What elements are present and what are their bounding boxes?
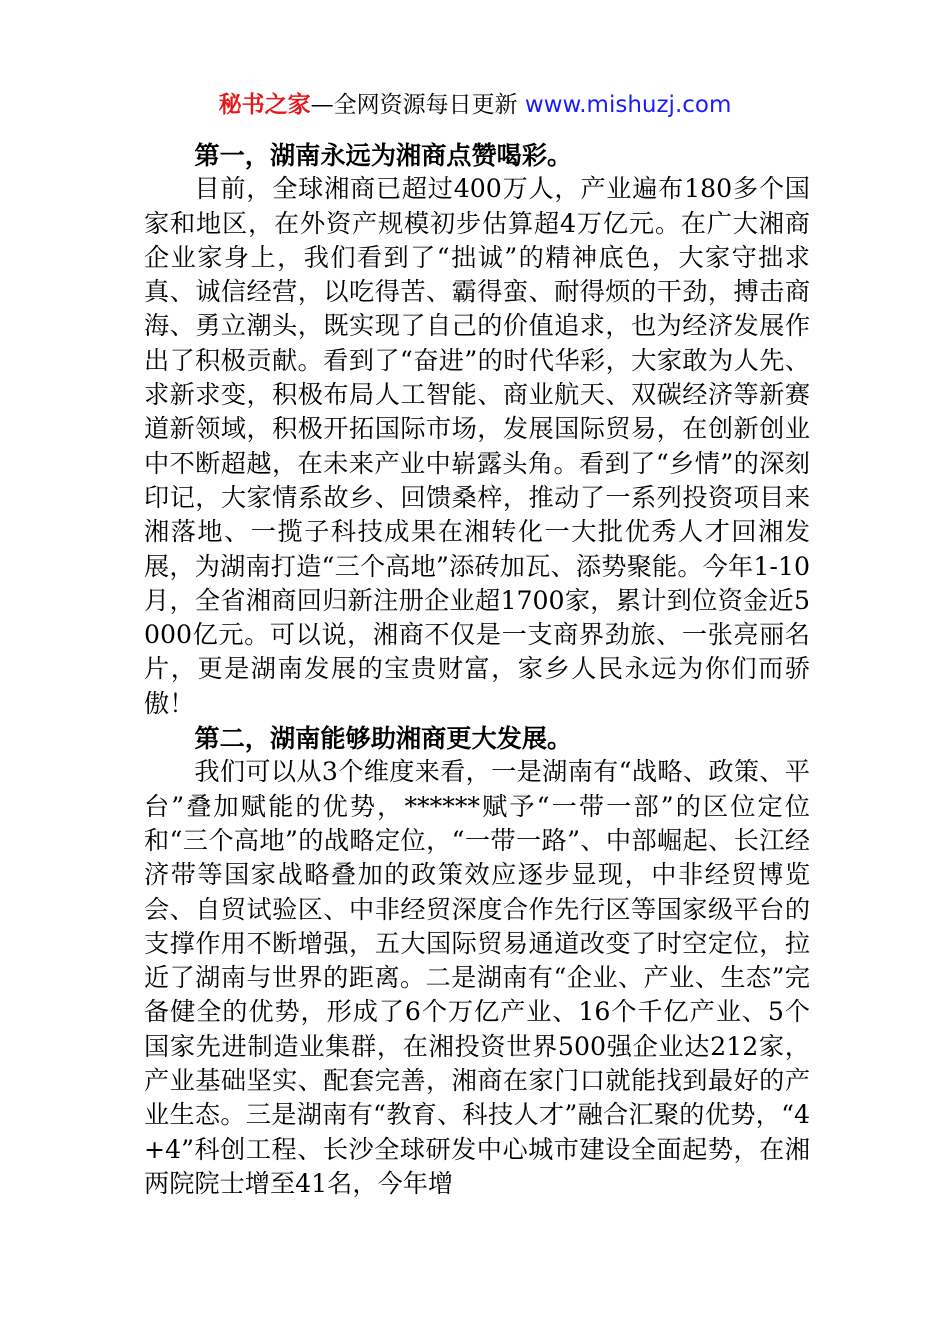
header-tagline: —全网资源每日更新 [310, 92, 525, 118]
paragraph-2: 我们可以从3个维度来看，一是湖南有“战略、政策、平台”叠加赋能的优势，******赋予“一带一部”的区位定位和“三个高地”的战略定位，“一带一路”、中部崛起、长江经济带等国家战略叠加的政策效应逐步显现，中非经贸博览会、自贸试验区、中非经贸深度合作先行区等国家级平台的支撑作用不断增强，五大国际贸易通道改变了时空定位，拉近了湖南与世界的距离。二是湖南有“企业、产业、生态”完备健全的优势，形成了6个万亿产业、16个千亿产业、5个国家先进制造业集群，在湘投资世界500强企业达212家，产业基础坚实、配套完善，湘商在家门口就能找到最好的产业生态。三是湖南有“教育、科技人才”融合汇聚的优势，“4+4”科创工程、长沙全球研发中心城市建设全面起势，在湘两院院士增至41名，今年增 [144, 757, 810, 1198]
brand-name: 秘书之家 [218, 91, 311, 118]
section-heading-2: 第二，湖南能够助湘商更大发展。 [194, 723, 573, 754]
document-body [144, 138, 810, 1201]
section-heading-1: 第一，湖南永远为湘商点赞喝彩。 [194, 140, 573, 170]
page-header [0, 88, 950, 122]
site-url-link[interactable]: www.mishuzj.com [524, 92, 732, 118]
paragraph-1: 目前，全球湘商已超过400万人，产业遍布180多个国家和地区，在外资产规模初步估算超4万亿元。在广大湘商企业家身上，我们看到了“拙诚”的精神底色，大家守拙求真、诚信经营，以吃得苦、霸得蛮、耐得烦的干劲，搏击商海、勇立潮头，既实现了自己的价值追求，也为经济发展作出了积极贡献。看到了“奋进”的时代华彩，大家敢为人先、求新求变，积极布局人工智能、商业航天、双碳经济等新赛道新领域，积极开拓国际市场，发展国际贸易，在创新创业中不断超越，在未来产业中崭露头角。看到了“乡情”的深刻印记，大家情系故乡、回馈桑梓，推动了一系列投资项目来湘落地、一揽子科技成果在湘转化一大批优秀人才回湘发展，为湖南打造“三个高地”添砖加瓦、添势聚能。今年1-10月，全省湘商回归新注册企业超1700家，累计到位资金近5000亿元。可以说，湘商不仅是一支商界劲旅、一张亮丽名片，更是湖南发展的宝贵财富，家乡人民永远为你们而骄傲！ [144, 174, 810, 718]
